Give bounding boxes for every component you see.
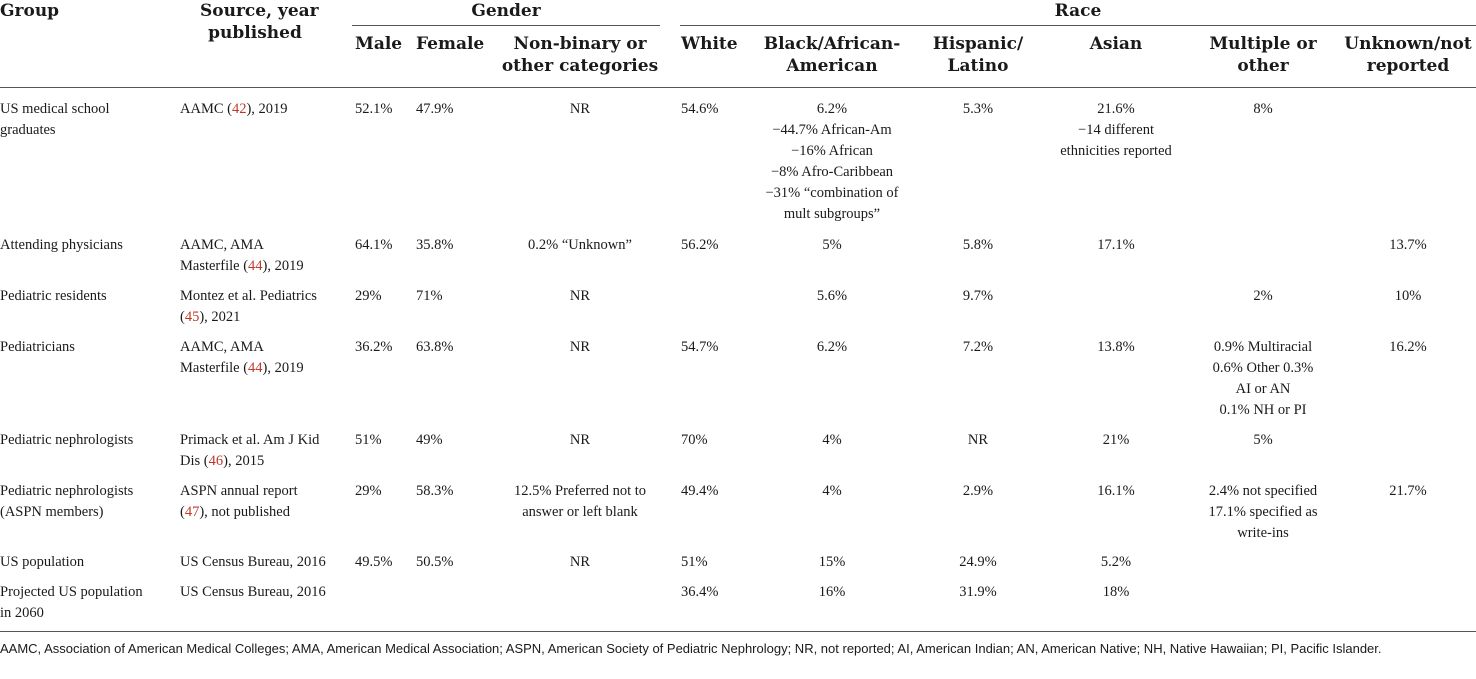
header-multiple bbox=[1200, 33, 1326, 77]
group-line: graduates bbox=[0, 122, 56, 138]
black-line: 5% bbox=[822, 237, 842, 253]
group-line: Pediatric nephrologists bbox=[0, 483, 134, 499]
cell-black bbox=[750, 481, 914, 502]
cell-nonbinary bbox=[500, 99, 660, 120]
multiple-line: AI or AN bbox=[1235, 381, 1291, 397]
cell-multiple bbox=[1200, 481, 1326, 544]
asian-line: ethnicities reported bbox=[1060, 143, 1172, 159]
cell-group bbox=[0, 99, 172, 141]
header-hispanic bbox=[928, 33, 1028, 77]
cell-nonbinary bbox=[500, 337, 660, 358]
source-line bbox=[180, 337, 350, 358]
multiple-line: 2% bbox=[1253, 288, 1273, 304]
race-rule bbox=[680, 25, 1476, 26]
source-line bbox=[180, 307, 350, 328]
cell-female: 50.5% bbox=[416, 554, 454, 570]
cell-hispanic: 31.9% bbox=[959, 584, 997, 600]
cell-black bbox=[750, 582, 914, 603]
multiple-line: 0.1% NH or PI bbox=[1219, 402, 1307, 418]
nonbinary-line: NR bbox=[569, 432, 591, 448]
cell-hispanic: 5.3% bbox=[962, 101, 994, 117]
cell-multiple bbox=[1200, 286, 1326, 307]
header-unknown-line: Unknown/not bbox=[1344, 34, 1472, 54]
cell-source bbox=[180, 286, 350, 328]
cell-hispanic: 2.9% bbox=[962, 483, 994, 499]
cell-male: 64.1% bbox=[355, 237, 393, 253]
black-line: mult subgroups” bbox=[783, 206, 881, 222]
cell-female: 71% bbox=[416, 288, 443, 304]
header-source-line: Source, year bbox=[200, 1, 319, 21]
cell-male: 51% bbox=[355, 432, 382, 448]
cell-white: 49.4% bbox=[681, 483, 719, 499]
cell-male: 52.1% bbox=[355, 101, 393, 117]
group-line: Attending physicians bbox=[0, 237, 123, 253]
header-race: Race bbox=[1054, 1, 1102, 21]
source-text: ), not published bbox=[199, 504, 290, 520]
cell-male: 29% bbox=[355, 483, 382, 499]
black-line: 4% bbox=[822, 432, 842, 448]
cell-female: 35.8% bbox=[416, 237, 454, 253]
source-text: US Census Bureau, 2016 bbox=[180, 584, 326, 600]
black-line: −8% Afro-Caribbean bbox=[770, 164, 894, 180]
cell-multiple bbox=[1200, 99, 1326, 120]
multiple-line: write-ins bbox=[1237, 525, 1289, 541]
cell-multiple bbox=[1200, 430, 1326, 451]
header-nonbinary-line: Non-binary or bbox=[513, 34, 647, 54]
cell-black bbox=[750, 337, 914, 358]
nonbinary-line: 0.2% “Unknown” bbox=[528, 237, 632, 253]
reference-link[interactable]: 44 bbox=[248, 360, 263, 376]
cell-white: 54.6% bbox=[681, 101, 719, 117]
source-text: ), 2021 bbox=[199, 309, 241, 325]
source-text: Dis ( bbox=[180, 453, 209, 469]
header-source-line: published bbox=[208, 23, 302, 43]
asian-line: 5.2% bbox=[1100, 554, 1132, 570]
multiple-line: 0.6% Other 0.3% bbox=[1212, 360, 1314, 376]
cell-group bbox=[0, 582, 172, 624]
black-line: −16% African bbox=[791, 143, 873, 159]
reference-link[interactable]: 42 bbox=[231, 101, 247, 117]
group-line: US population bbox=[0, 554, 85, 570]
cell-source bbox=[180, 430, 350, 472]
cell-group bbox=[0, 430, 172, 451]
cell-nonbinary bbox=[500, 481, 660, 523]
cell-hispanic: 7.2% bbox=[962, 339, 994, 355]
cell-asian bbox=[1060, 582, 1172, 603]
source-text: Primack et al. Am J Kid bbox=[180, 432, 320, 448]
source-line bbox=[180, 358, 350, 379]
black-line: −31% “combination of bbox=[765, 185, 899, 201]
cell-group bbox=[0, 286, 172, 307]
table-footnote: AAMC, Association of American Medical Colleges; AMA, American Medical Association; ASPN, American Society of Pediatric Nephrology; NR, not reported; AI, American Indian; AN, American Native; NH, Native Hawaiian; PI, Pacific Islander. bbox=[0, 641, 1382, 656]
black-line: −44.7% African-Am bbox=[772, 122, 892, 138]
header-black bbox=[750, 33, 914, 77]
header-multiple-line: other bbox=[1237, 56, 1289, 76]
cell-source bbox=[180, 99, 350, 120]
source-text: US Census Bureau, 2016 bbox=[180, 554, 326, 570]
header-asian: Asian bbox=[1089, 34, 1143, 54]
header-black-line: American bbox=[786, 56, 878, 76]
reference-link[interactable]: 44 bbox=[248, 258, 263, 274]
source-line bbox=[180, 552, 350, 573]
asian-line: 18% bbox=[1102, 584, 1130, 600]
group-line: Pediatricians bbox=[0, 339, 75, 355]
cell-group bbox=[0, 481, 172, 523]
header-unknown bbox=[1340, 33, 1476, 77]
header-source bbox=[200, 0, 319, 44]
cell-nonbinary bbox=[500, 430, 660, 451]
asian-line: 17.1% bbox=[1097, 237, 1135, 253]
cell-asian bbox=[1060, 552, 1172, 573]
cell-group bbox=[0, 235, 172, 256]
header-hispanic-line: Hispanic/ bbox=[932, 34, 1024, 54]
cell-unknown: 21.7% bbox=[1389, 483, 1427, 499]
reference-link[interactable]: 47 bbox=[184, 504, 200, 520]
cell-white: 51% bbox=[681, 554, 708, 570]
source-line bbox=[180, 99, 350, 120]
cell-male: 49.5% bbox=[355, 554, 393, 570]
cell-nonbinary bbox=[500, 286, 660, 307]
header-male: Male bbox=[355, 34, 403, 54]
source-text: ), 2019 bbox=[246, 101, 288, 117]
cell-asian bbox=[1060, 430, 1172, 451]
black-line: 6.2% bbox=[816, 339, 848, 355]
cell-group bbox=[0, 552, 172, 573]
group-line: Pediatric nephrologists bbox=[0, 432, 134, 448]
cell-hispanic: 9.7% bbox=[962, 288, 994, 304]
cell-male: 29% bbox=[355, 288, 382, 304]
header-white: White bbox=[681, 34, 738, 54]
multiple-line: 5% bbox=[1253, 432, 1273, 448]
source-line bbox=[180, 256, 350, 277]
source-text: ( bbox=[180, 309, 185, 325]
cell-male: 36.2% bbox=[355, 339, 393, 355]
header-bottom-rule bbox=[0, 87, 1476, 88]
cell-source bbox=[180, 337, 350, 379]
cell-black bbox=[750, 99, 914, 225]
group-line: (ASPN members) bbox=[0, 504, 104, 520]
cell-source bbox=[180, 481, 350, 523]
gender-rule bbox=[352, 25, 660, 26]
black-line: 4% bbox=[822, 483, 842, 499]
source-text: AAMC, AMA bbox=[180, 237, 264, 253]
source-text: Masterfile ( bbox=[180, 258, 249, 274]
nonbinary-line: NR bbox=[569, 554, 591, 570]
source-line bbox=[180, 451, 350, 472]
cell-group bbox=[0, 337, 172, 358]
cell-female: 58.3% bbox=[416, 483, 454, 499]
source-line bbox=[180, 582, 350, 603]
nonbinary-line: 12.5% Preferred not to bbox=[513, 483, 647, 499]
header-gender: Gender bbox=[471, 1, 541, 21]
asian-line: 13.8% bbox=[1097, 339, 1135, 355]
header-black-line: Black/African- bbox=[763, 34, 901, 54]
header-multiple-line: Multiple or bbox=[1209, 34, 1317, 54]
header-female: Female bbox=[416, 34, 485, 54]
cell-white: 54.7% bbox=[681, 339, 719, 355]
cell-white: 70% bbox=[681, 432, 708, 448]
multiple-line: 17.1% specified as bbox=[1208, 504, 1318, 520]
cell-black bbox=[750, 235, 914, 256]
header-hispanic-line: Latino bbox=[947, 56, 1009, 76]
source-text: ), 2015 bbox=[223, 453, 265, 469]
cell-multiple bbox=[1200, 337, 1326, 421]
cell-nonbinary bbox=[500, 552, 660, 573]
source-text: AAMC ( bbox=[180, 101, 232, 117]
cell-hispanic: NR bbox=[967, 432, 989, 448]
black-line: 5.6% bbox=[816, 288, 848, 304]
source-text: ), 2019 bbox=[262, 258, 304, 274]
nonbinary-line: answer or left blank bbox=[522, 504, 638, 520]
nonbinary-line: NR bbox=[569, 101, 591, 117]
cell-unknown: 10% bbox=[1394, 288, 1422, 304]
cell-asian bbox=[1060, 235, 1172, 256]
header-group: Group bbox=[0, 1, 60, 21]
header-unknown-line: reported bbox=[1366, 56, 1450, 76]
nonbinary-line: NR bbox=[569, 339, 591, 355]
black-line: 16% bbox=[818, 584, 846, 600]
cell-female: 63.8% bbox=[416, 339, 454, 355]
cell-nonbinary bbox=[500, 235, 660, 256]
multiple-line: 0.9% Multiracial bbox=[1213, 339, 1313, 355]
source-text: AAMC, AMA bbox=[180, 339, 264, 355]
asian-line: 16.1% bbox=[1097, 483, 1135, 499]
source-text: ), 2019 bbox=[262, 360, 304, 376]
cell-white: 56.2% bbox=[681, 237, 719, 253]
cell-asian bbox=[1060, 481, 1172, 502]
group-line: Pediatric residents bbox=[0, 288, 107, 304]
multiple-line: 8% bbox=[1253, 101, 1273, 117]
cell-unknown: 13.7% bbox=[1389, 237, 1427, 253]
source-line bbox=[180, 502, 350, 523]
table-bottom-rule bbox=[0, 631, 1476, 632]
group-line: Projected US population bbox=[0, 584, 143, 600]
cell-black bbox=[750, 552, 914, 573]
source-line bbox=[180, 235, 350, 256]
source-text: Montez et al. Pediatrics bbox=[180, 288, 317, 304]
asian-line: 21.6% bbox=[1097, 101, 1135, 117]
asian-line: −14 different bbox=[1078, 122, 1154, 138]
group-line: in 2060 bbox=[0, 605, 44, 621]
reference-link[interactable]: 46 bbox=[208, 453, 224, 469]
cell-hispanic: 5.8% bbox=[962, 237, 994, 253]
asian-line: 21% bbox=[1102, 432, 1130, 448]
cell-source bbox=[180, 235, 350, 277]
reference-link[interactable]: 45 bbox=[184, 309, 200, 325]
source-line bbox=[180, 430, 350, 451]
cell-hispanic: 24.9% bbox=[959, 554, 997, 570]
cell-asian bbox=[1060, 99, 1172, 162]
group-line: US medical school bbox=[0, 101, 110, 117]
cell-black bbox=[750, 430, 914, 451]
source-line bbox=[180, 286, 350, 307]
source-text: ASPN annual report bbox=[180, 483, 298, 499]
cell-unknown: 16.2% bbox=[1389, 339, 1427, 355]
cell-source bbox=[180, 552, 350, 573]
cell-female: 47.9% bbox=[416, 101, 454, 117]
source-line bbox=[180, 481, 350, 502]
multiple-line: 2.4% not specified bbox=[1208, 483, 1318, 499]
cell-white: 36.4% bbox=[681, 584, 719, 600]
cell-asian bbox=[1060, 337, 1172, 358]
source-text: ( bbox=[180, 504, 185, 520]
black-line: 15% bbox=[818, 554, 846, 570]
black-line: 6.2% bbox=[816, 101, 848, 117]
nonbinary-line: NR bbox=[569, 288, 591, 304]
header-nonbinary-line: other categories bbox=[501, 56, 659, 76]
cell-black bbox=[750, 286, 914, 307]
cell-source bbox=[180, 582, 350, 603]
header-nonbinary bbox=[500, 33, 660, 77]
source-text: Masterfile ( bbox=[180, 360, 249, 376]
cell-female: 49% bbox=[416, 432, 443, 448]
